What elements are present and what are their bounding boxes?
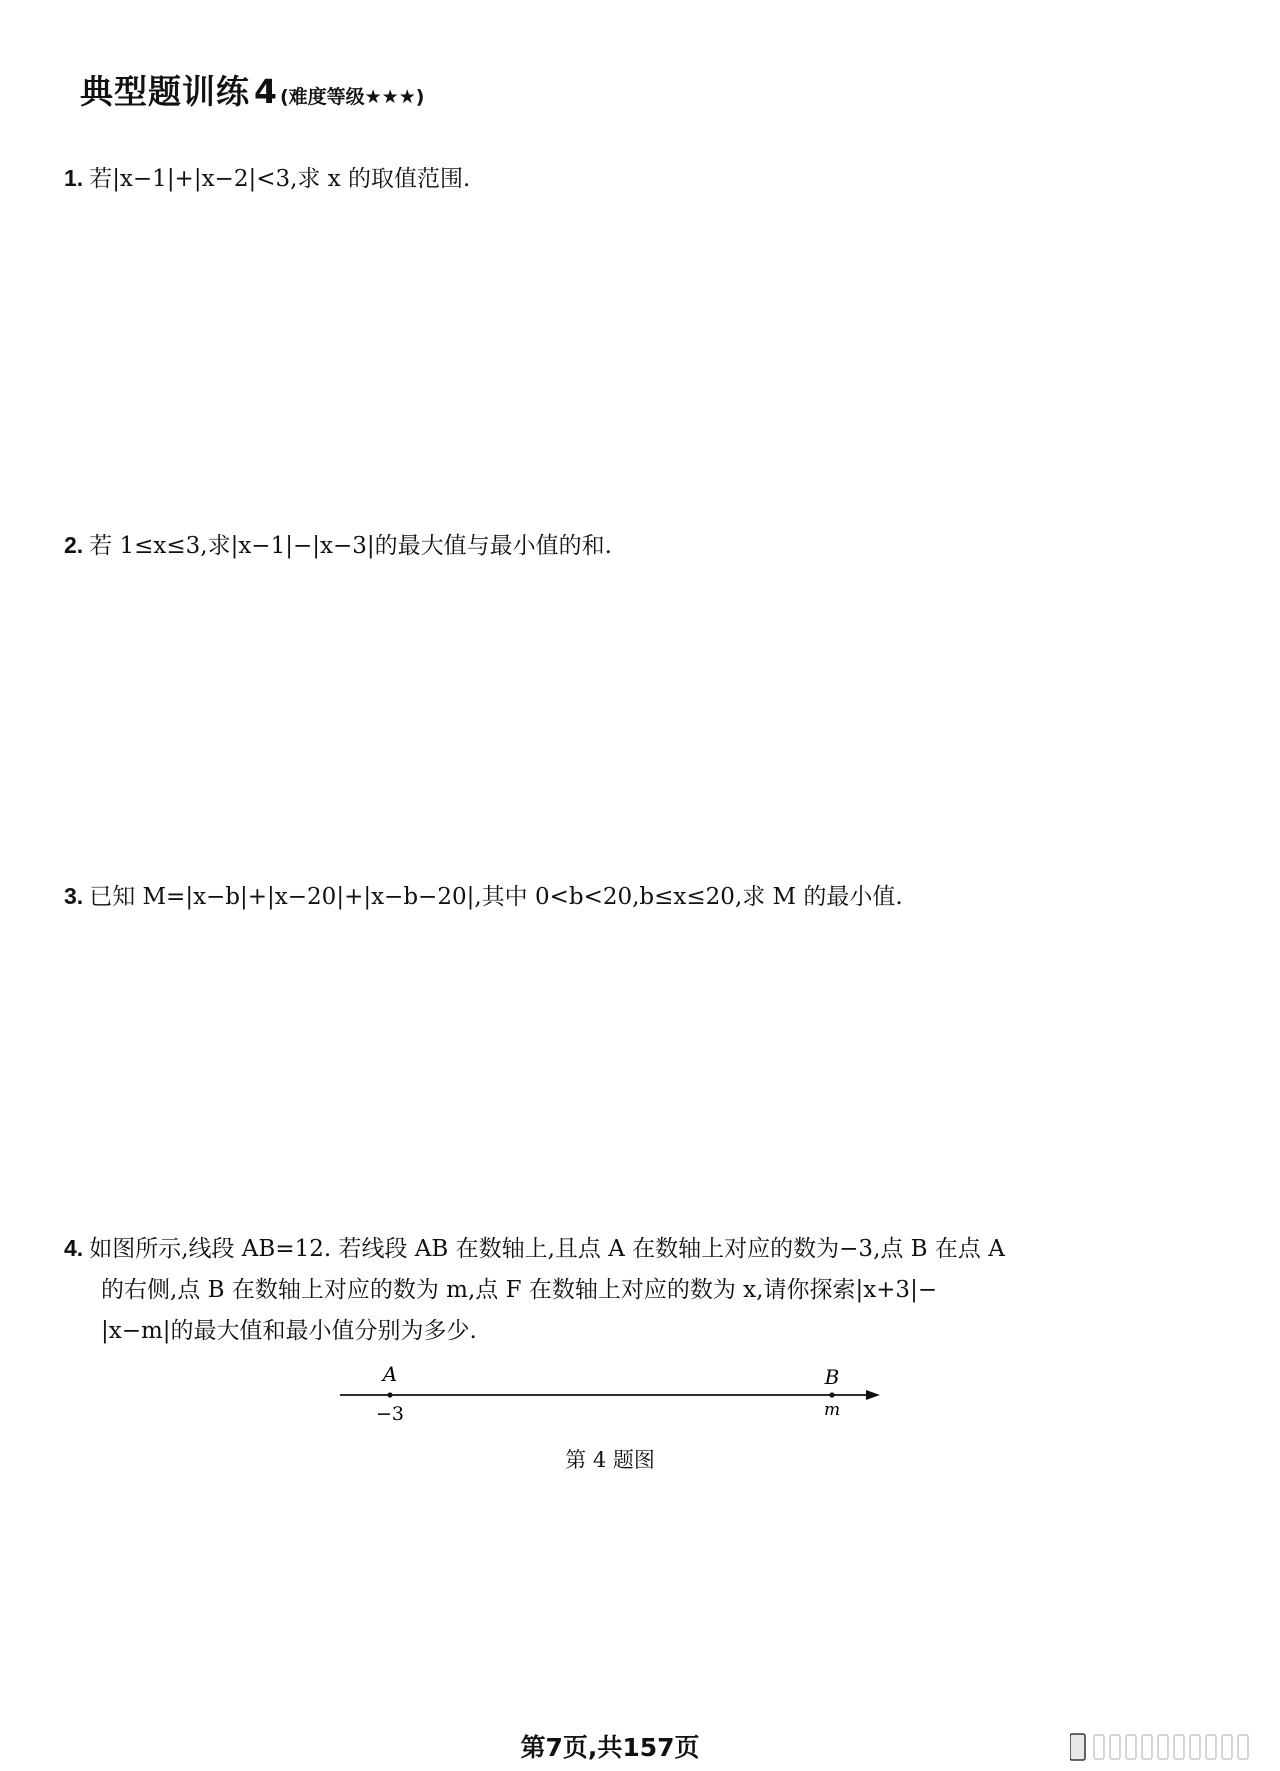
title-text: 典型题训练 [80, 72, 250, 111]
problem-number: 2. [64, 532, 84, 558]
problem-text: 若|x−1|+|x−2|<3,求 x 的取值范围. [89, 166, 471, 192]
problem-line: 的右侧,点 B 在数轴上对应的数为 m,点 F 在数轴上对应的数为 x,请你探索|x+3|− [101, 1277, 938, 1303]
page-scroll-indicator[interactable] [1070, 1732, 1260, 1762]
point-b-dot [829, 1392, 834, 1397]
problem-number: 1. [64, 165, 84, 191]
problem-number: 3. [64, 883, 84, 909]
point-a-dot [387, 1392, 392, 1397]
problem-line: |x−m|的最大值和最小值分别为多少. [101, 1318, 477, 1344]
difficulty-label: (难度等级★★★) [279, 86, 425, 108]
figure-caption: 第 4 题图 [565, 1448, 655, 1472]
point-b-label: B [824, 1365, 840, 1389]
problem-3 [64, 876, 903, 917]
problem-text: 若 1≤x≤3,求|x−1|−|x−3|的最大值与最小值的和. [89, 533, 612, 559]
number-line-arrow [866, 1390, 880, 1400]
problem-line [64, 1228, 1005, 1270]
problem-text: 如图所示,线段 AB=12. 若线段 AB 在数轴上,且点 A 在数轴上对应的数为−3,点 B 在点 A [89, 1236, 1005, 1262]
number-line-figure [330, 1360, 890, 1430]
scroll-ticks [1094, 1735, 1248, 1759]
scroll-thumb[interactable] [1070, 1734, 1085, 1760]
point-b-value: m [823, 1400, 841, 1420]
page-title [80, 66, 424, 113]
problem-2 [64, 525, 612, 566]
page-indicator: 第7页,共157页 [520, 1733, 700, 1762]
point-a-label: A [382, 1362, 398, 1386]
point-a-value: −3 [375, 1403, 405, 1425]
problem-1 [64, 158, 470, 199]
problem-number: 4. [64, 1235, 84, 1261]
problem-text: 已知 M=|x−b|+|x−20|+|x−b−20|,其中 0<b<20,b≤x≤20,求 M 的最小值. [89, 884, 903, 910]
problem-4 [64, 1228, 1005, 1352]
title-number: 4 [254, 72, 278, 111]
